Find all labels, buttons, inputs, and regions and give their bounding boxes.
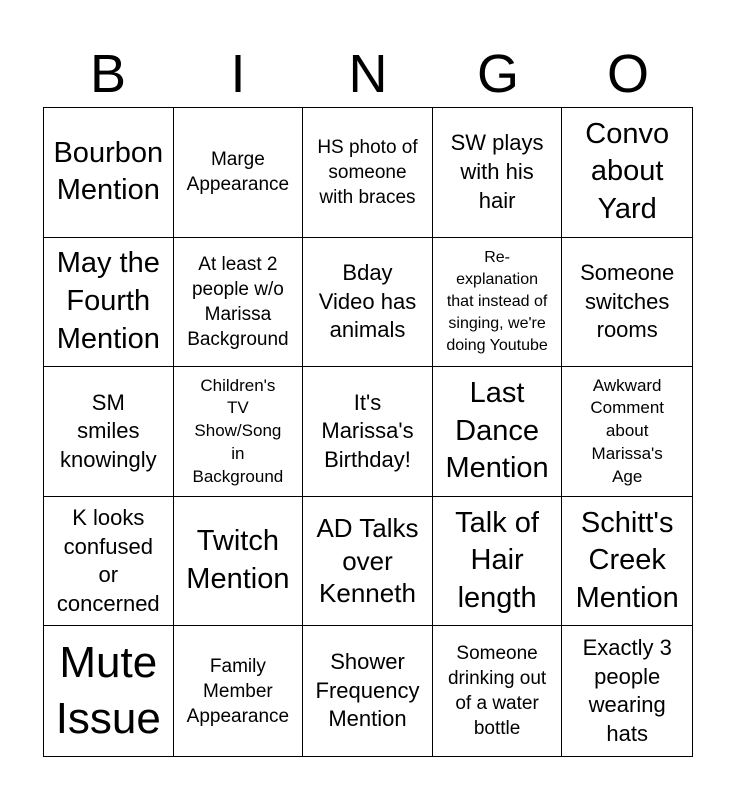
cell-text: Someone drinking out of a water bottle: [447, 643, 547, 740]
bingo-cell[interactable]: [174, 367, 304, 497]
bingo-cell[interactable]: [303, 626, 433, 756]
bingo-cell[interactable]: [433, 238, 563, 368]
cell-text: Schitt's Creek Mention: [575, 506, 679, 614]
bingo-cell[interactable]: [44, 626, 174, 756]
cell-text: Marge Appearance: [186, 149, 290, 196]
cell-text: Convo about Yard: [585, 117, 670, 226]
header-letter-n: N: [348, 44, 388, 104]
cell-text: Mute Issue: [55, 637, 161, 744]
bingo-cell[interactable]: [174, 238, 304, 368]
bingo-cell[interactable]: [562, 367, 692, 497]
header-letter-o: O: [606, 44, 649, 104]
cell-text: Children's TV Show/Song in Background: [192, 375, 284, 486]
bingo-cell[interactable]: [433, 626, 563, 756]
bingo-cell[interactable]: [174, 626, 304, 756]
bingo-header: [43, 42, 693, 106]
cell-text: HS photo of someone with braces: [317, 136, 418, 208]
cell-text: Re- explanation that instead of singing, we're doing Youtube: [446, 248, 548, 354]
bingo-cell[interactable]: [44, 238, 174, 368]
bingo-cell[interactable]: [174, 497, 304, 627]
cell-text: Bourbon Mention: [53, 136, 164, 207]
cell-text: SW plays with his hair: [450, 130, 544, 213]
bingo-cell[interactable]: [44, 108, 174, 238]
cell-text: Awkward Comment about Marissa's Age: [590, 375, 665, 486]
header-letter-i: I: [230, 44, 246, 104]
bingo-cell[interactable]: [303, 497, 433, 627]
cell-text: May the Fourth Mention: [56, 247, 160, 355]
bingo-cell[interactable]: [433, 497, 563, 627]
cell-text: Someone switches rooms: [580, 260, 675, 343]
bingo-cell[interactable]: [44, 497, 174, 627]
bingo-cell[interactable]: [303, 108, 433, 238]
bingo-cell[interactable]: [562, 238, 692, 368]
bingo-cell[interactable]: [433, 367, 563, 497]
header-letter-g: G: [476, 44, 519, 104]
cell-text: It's Marissa's Birthday!: [321, 389, 414, 472]
cell-text: Talk of Hair length: [455, 506, 539, 614]
cell-text: Twitch Mention: [186, 525, 290, 596]
cell-text: Exactly 3 people wearing hats: [582, 635, 672, 746]
bingo-cell[interactable]: [562, 497, 692, 627]
header-letter-b: B: [89, 44, 127, 104]
bingo-cell[interactable]: [433, 108, 563, 238]
cell-text: Shower Frequency Mention: [315, 649, 420, 732]
cell-text: SM smiles knowingly: [59, 389, 157, 472]
cell-text: At least 2 people w/o Marissa Background: [187, 253, 289, 350]
bingo-grid: [43, 107, 693, 757]
cell-text: Bday Video has animals: [318, 260, 417, 343]
bingo-cell[interactable]: [303, 238, 433, 368]
bingo-cell[interactable]: [44, 367, 174, 497]
cell-text: K looks confused or concerned: [56, 504, 160, 616]
cell-text: Last Dance Mention: [445, 376, 549, 485]
cell-text: Family Member Appearance: [186, 655, 290, 727]
cell-text: AD Talks over Kenneth: [316, 513, 419, 609]
bingo-cell[interactable]: [562, 108, 692, 238]
bingo-cell[interactable]: [174, 108, 304, 238]
bingo-cell[interactable]: [303, 367, 433, 497]
bingo-cell[interactable]: [562, 626, 692, 756]
